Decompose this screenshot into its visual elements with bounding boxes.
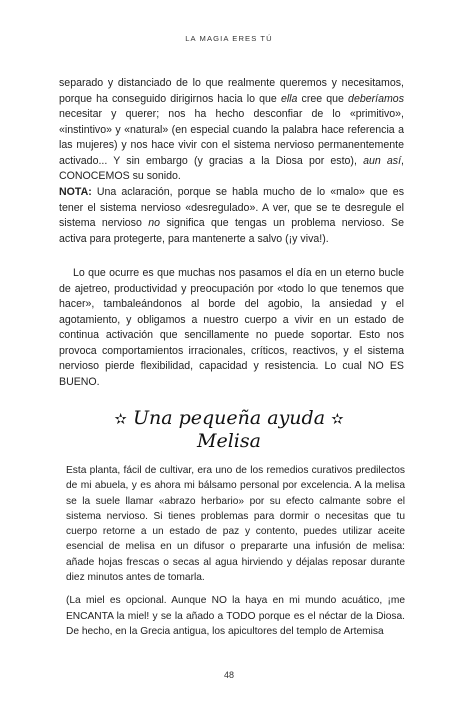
section-heading-line1 (0, 407, 458, 430)
remedy-paragraph-2: (La miel es opcional. Aunque NO la haya en mi mundo acuático, ¡me ENCANTA la miel! y se la añado a TODO porque es el néctar de la Diosa. De hecho, en la Grecia antigua, los apicultores del templo de Artemisa (66, 595, 405, 637)
paragraph-1-text-a: separado y distanciado de lo que realmente queremos y necesitamos, porque ha conseguido dirigirnos hacia lo que (59, 77, 404, 105)
section-subtitle: Melisa (197, 430, 261, 452)
nota-em: no (148, 217, 161, 229)
paragraph-1-text-b: cree que (297, 92, 349, 105)
paragraph-1-em-b: deberíamos (348, 92, 404, 105)
paragraph-1-em-a: ella (280, 92, 298, 105)
nota-text-a: Una aclaración, porque se habla mucho de lo «malo» que es tener el sistema nervioso «desregulado». A ver, que se te desregule el sistema nervioso (59, 186, 404, 229)
paragraph-3-text: Lo que ocurre es que muchas nos pasamos el día en un eterno bucle de ajetreo, productividad y preocupación por «todo lo que tenemos que hacer», tambaleándonos al borde del agobio, la ansiedad y el agotamiento, y obligamos a nuestro cuerpo a vivir en un estado de continua activación que sencillamente no puede soportar. Esto nos provoca comportamientos irracionales, críticos, reactivos, y el sistema nervioso pierde flexibilidad, capacidad y resistencia. Lo cual NO ES BUENO. (59, 267, 404, 388)
nota-label: NOTA: (59, 186, 92, 198)
paragraph-3 (59, 266, 404, 390)
section-title: Una pequeña ayuda (132, 407, 326, 429)
page-number: 48 (223, 670, 234, 680)
paragraph-1-text-c: necesitar y querer; nos ha hecho desconfiar de lo «primitivo», «instintivo» y «natural» (en especial cuando la palabra hace referencia a las mujeres) y nos hace vivir con el sistema nervioso permanentemente activado... Y sin embargo (y gracias a la Diosa por esto), (59, 108, 404, 167)
star-icon: ✫ (331, 410, 344, 428)
paragraph-1-em-c: aun así (363, 154, 402, 167)
paragraph-1 (59, 76, 404, 185)
nota-text-b: significa que tengas un problema nervioso. Se activa para protegerte, para mantenerte a salvo (¡y viva!). (59, 217, 404, 245)
paragraph-1-text-d: , CONOCEMOS su sonido. (59, 154, 404, 182)
remedy-paragraph-1: Esta planta, fácil de cultivar, era uno de los remedios curativos predilectos de mi abuela, y es ahora mi bálsamo personal por excelencia. A la melisa se la suele llamar «abrazo herbario» por su efecto calmante sobre el sistema nervioso. Si tienes problemas para dormir o necesitas que tu cuerpo retorne a un estado de paz y contento, puedes utilizar aceite esencial de melisa en un difusor o prepararte una infusión de melisa: añade hojas frescas o secas al agua hirviendo y déjalas reposar durante diez minutos antes de tomarla. (66, 465, 405, 584)
nota-paragraph (59, 185, 404, 247)
section-heading (0, 407, 458, 452)
remedy-box (66, 463, 405, 639)
star-icon: ✫ (114, 410, 127, 428)
running-header: LA MAGIA ERES TÚ (185, 34, 273, 43)
